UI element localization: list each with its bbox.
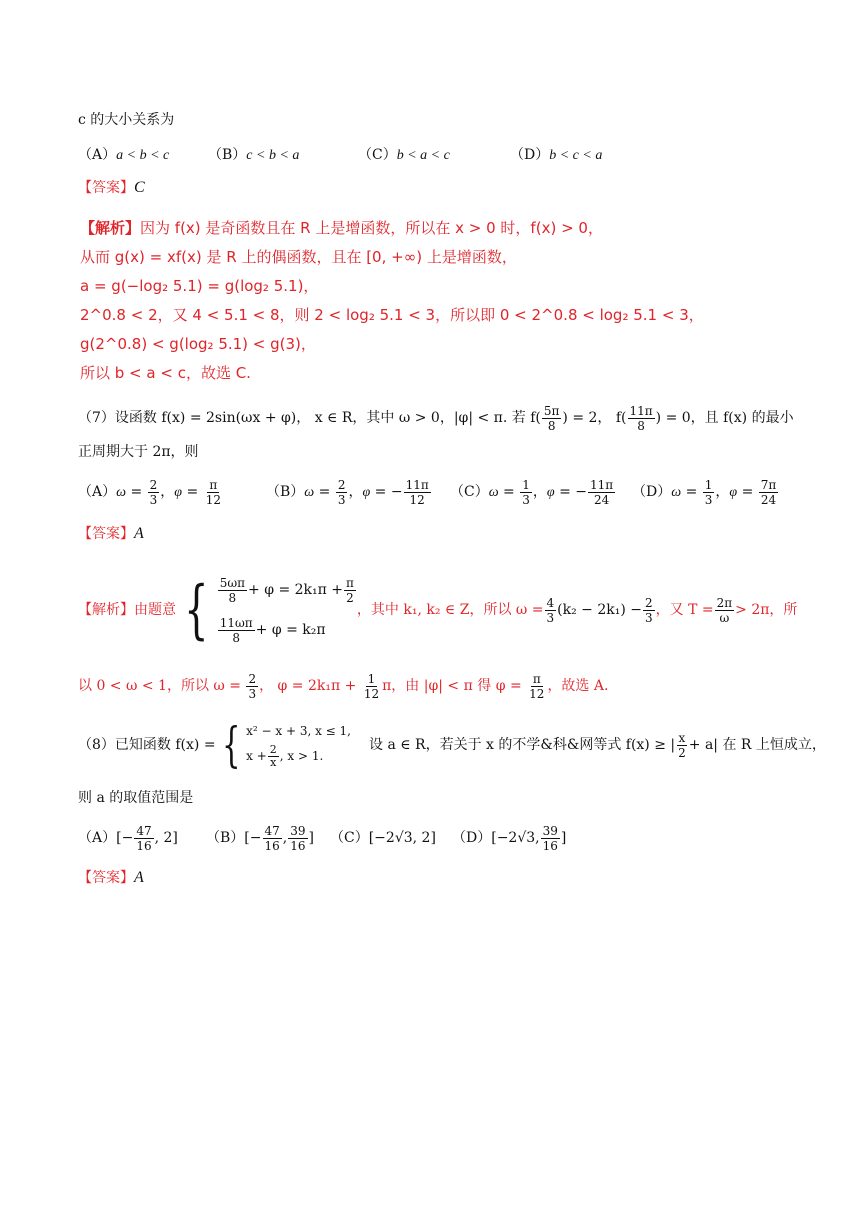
answer-6: 【答案】C [78,179,145,196]
analysis-line: g(2^0.8) < g(log₂ 5.1) < g(3)， [80,335,316,353]
left-brace: { [184,573,209,647]
question-8-stem: （8） 已知函数 f(x) = { x² − x + 3, x ≤ 1, x + $\frac{2}{x}$ , x > 1. 设 a ∈ R，若关于 x 的不学&科&网等式 f(x) ≥ | $\frac{x}{2}$ + a| 在 R 上恒成立， [78,717,826,773]
analysis-line: a = g(−log₂ 5.1) = g(log₂ 5.1)， [80,277,319,295]
question-7-stem-line2: 正周期大于 2π，则 [78,444,199,460]
option-c: （C）[−2√3, 2] [330,830,436,846]
analysis-line: 【解析】因为 f(x) 是奇函数且在 R 上是增函数，所以在 x > 0 时，f(x) > 0， [80,219,603,237]
option-b: （B）c < b < a [208,147,300,163]
question-6-options [78,145,602,166]
option-c: （C）b < a < c [358,147,450,163]
answer-8: 【答案】A [78,869,144,886]
analysis-line: 所以 b < a < c，故选 C. [80,364,251,382]
question-7-options [78,474,779,511]
piecewise-cases: x² − x + 3, x ≤ 1, x + $\frac{2}{x}$ , x > 1. [246,724,351,769]
analysis-line: 2^0.8 < 2，又 4 < 5.1 < 8，则 2 < log₂ 5.1 < 3，所以即 0 < 2^0.8 < log₂ 5.1 < 3， [80,306,704,324]
option-b: （B）[− $\frac{47}{16}$ , $\frac{39}{16}$ ] [206,823,314,853]
analysis-7: 【解析】 由题意 { $\frac{5\omega\pi}{8}$ + φ = 2k₁π + $\frac{\pi}{2}$ $\frac{11\omega\pi}{8}$ + φ = k₂π ，其中 k₁, k₂ ∈ Z，所以 ω = $\frac{4}{3}$ (k₂ − 2k₁) − $\frac{2}{3}$ ，又 T = $\frac{2\pi}{\omega}$ > 2π，所 [78,560,797,660]
equation-system: $\frac{5\omega\pi}{8}$ + φ = 2k₁π + $\frac{\pi}{2}$ $\frac{11\omega\pi}{8}$ + φ = k₂π [219,575,354,645]
option-a: （A）[− $\frac{47}{16}$ , 2] [78,823,178,853]
question-7-stem: （7）设函数 f(x) = 2sin(ωx + φ)， x ∈ R，其中 ω > 0，|φ| < π. 若 f( $\frac{5\pi}{8}$ ) = 2， f( $\frac{11\pi}{8}$ ) = 0，且 f(x) 的最小 [78,403,794,433]
option-d: （D）[−2√3, $\frac{39}{16}$ ] [452,823,567,853]
left-brace: { [221,717,240,773]
question-6-tail: c 的大小关系为 [78,112,175,128]
option-a: （A）ω = $\frac{2}{3}$ ，φ = $\frac{\pi}{12}$ [78,477,221,507]
option-d: （D）ω = $\frac{1}{3}$ ，φ = $\frac{7\pi}{24}$ [632,477,777,507]
answer-7: 【答案】A [78,525,144,542]
fraction: $\frac{5\pi}{8}$ [543,403,560,433]
option-a: （A）a < b < c [78,147,170,163]
analysis-6 [80,214,704,388]
option-c: （C）ω = $\frac{1}{3}$ ，φ = − $\frac{11\pi}{24}$ [450,477,614,507]
question-8-options [78,818,566,858]
analysis-7-line2: 以 0 < ω < 1，所以 ω = $\frac{2}{3}$ ， φ = 2k₁π + $\frac{1}{12}$ π，由 |φ| < π 得 φ = $\frac{\pi}{12}$ ，故选 A. [78,671,609,701]
option-b: （B）ω = $\frac{2}{3}$ ，φ = − $\frac{11\pi}{12}$ [266,477,429,507]
analysis-line: 从而 g(x) = xf(x) 是 R 上的偶函数，且在 [0, +∞) 上是增函数， [80,248,517,266]
question-8-stem-line2: 则 a 的取值范围是 [78,790,194,806]
fraction: $\frac{11\pi}{8}$ [629,403,653,433]
option-d: （D）b < c < a [510,147,603,163]
